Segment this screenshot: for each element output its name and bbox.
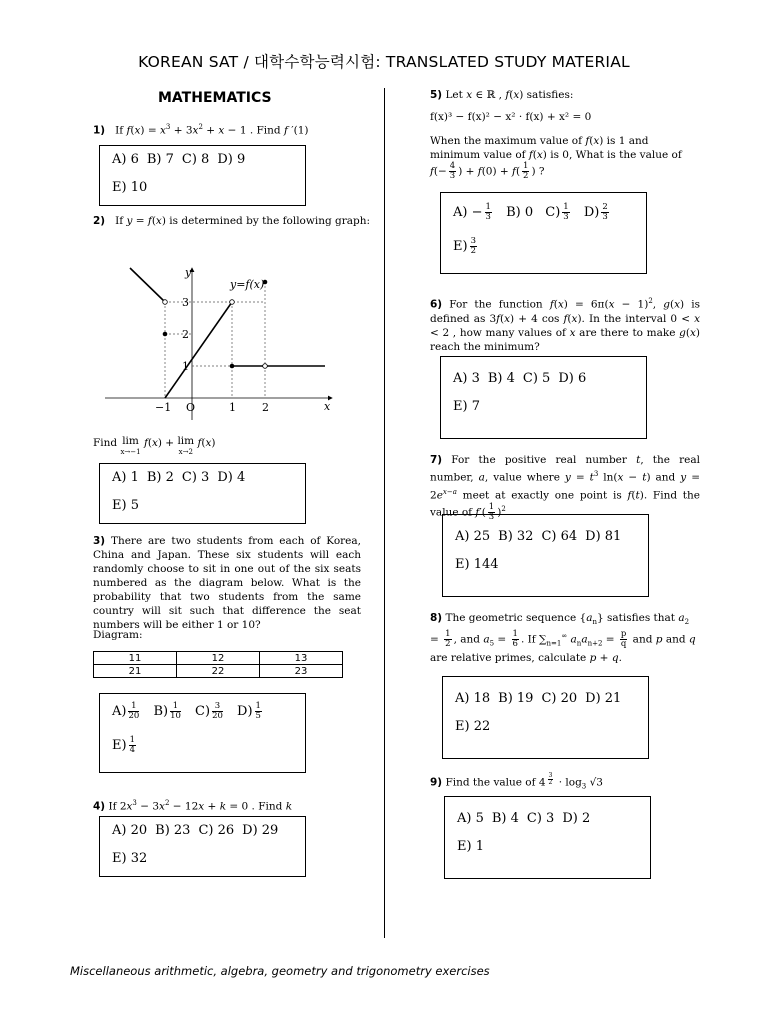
answer-box-q6	[440, 356, 647, 439]
answer-option[interactable]: D) $\frac{2}{3}$	[583, 202, 608, 222]
x-tick-label: 2	[262, 401, 269, 414]
answer-option[interactable]: C) 20	[541, 691, 578, 706]
answer-option[interactable]: B) 7	[146, 152, 174, 167]
origin-label: O	[186, 401, 196, 414]
answer-option[interactable]: C) 8	[181, 152, 210, 167]
answer-box-q9	[444, 796, 651, 879]
answer-option[interactable]: B) 32	[498, 529, 534, 544]
answer-option[interactable]: D) 6	[558, 371, 587, 386]
answer-option[interactable]: D) 81	[585, 529, 622, 544]
seat-cell: 13	[260, 652, 343, 665]
seat-cell: 23	[260, 665, 343, 678]
answer-option[interactable]: B) 23	[155, 823, 191, 838]
answer-box-q2	[99, 463, 306, 524]
answer-option[interactable]: C) $\frac{3}{20}$	[195, 701, 223, 721]
answer-option[interactable]: C) 3	[526, 811, 555, 826]
question-5-equation: f(x)³ − f(x)² − x² · f(x) + x² = 0	[430, 111, 592, 123]
answer-option[interactable]: D) 4	[217, 470, 246, 485]
question-7: 7) For the positive real number t, the real number, a, value where $y = t^3$ ln(x − t) and $y = 2e^{x-a}$ meet at exactly one point is f(t). Find the value of f′( $\frac{1}{3}$ )$^2$	[430, 454, 701, 522]
answer-option[interactable]: C) 64	[541, 529, 578, 544]
seat-cell: 12	[177, 652, 260, 665]
seat-row	[94, 665, 343, 678]
question-8: 8) The geometric sequence $\{a_n\}$ satisfies that $a_2$ = $\frac{1}{2}$ , and $a_5$ = $\frac{1}{6}$ . If $\sum_{n=1}^\infty$ $a_na_{n+2}$ = $\frac{p}{q}$ and p and q are relative primes, calculate p + q.	[430, 612, 696, 664]
answer-option[interactable]: D) 21	[585, 691, 622, 706]
closed-point	[230, 364, 235, 369]
question-6: 6) For the function $f(x) = 6\pi(x - 1)^2$, g(x) is defined as 3f(x) + 4 cos f(x). In the interval 0 < x < 2 , how many values of x are there to make g(x) reach the minimum?	[430, 297, 700, 353]
y-axis-label: y	[185, 266, 192, 279]
answer-option[interactable]: C) $\frac{1}{3}$	[545, 202, 569, 222]
answer-box-q5	[440, 192, 647, 274]
answer-option[interactable]: A) $\frac{1}{20}$	[112, 701, 140, 721]
question-5: 5) Let x ∈ ℝ , f(x) satisfies:	[430, 89, 574, 101]
answer-option[interactable]: B) $\frac{1}{10}$	[153, 701, 181, 721]
answer-option[interactable]: D) 9	[217, 152, 246, 167]
answer-option[interactable]: B) 0	[506, 205, 534, 220]
diagram-label: Diagram:	[93, 629, 143, 641]
answer-option[interactable]: E) $\frac{1}{4}$	[112, 735, 135, 755]
answer-option[interactable]: C) 5	[522, 371, 551, 386]
column-divider	[384, 88, 385, 938]
y-tick-label: 3	[182, 296, 189, 309]
seat-diagram	[93, 651, 343, 678]
answer-option[interactable]: B) 2	[146, 470, 174, 485]
answer-option[interactable]: A) 18	[455, 691, 491, 706]
answer-option[interactable]: B) 4	[487, 371, 515, 386]
page-footer: Miscellaneous arithmetic, algebra, geometry and trigonometry exercises	[70, 964, 490, 978]
answer-option[interactable]: A) 20	[112, 823, 148, 838]
open-point	[263, 364, 268, 369]
answer-option[interactable]: B) 19	[498, 691, 534, 706]
answer-option[interactable]: E) 32	[112, 851, 148, 866]
open-point	[163, 300, 168, 305]
answer-option[interactable]: E) 22	[455, 719, 491, 734]
answer-option[interactable]: E) 10	[112, 180, 148, 195]
answer-option[interactable]: B) 4	[491, 811, 519, 826]
question-5-text: When the maximum value of f(x) is 1 and minimum value of f(x) is 0, What is the value of f(− $\frac{4}{3}$ ) + f(0) + f( $\frac{1}{2}$ ) ?	[430, 135, 682, 181]
answer-box-q1	[99, 145, 306, 206]
answer-option[interactable]: D) $\frac{1}{5}$	[237, 701, 261, 721]
answer-option[interactable]: E) $\frac{3}{2}$	[453, 236, 476, 256]
answer-option[interactable]: D) 29	[242, 823, 279, 838]
y-tick-label: 2	[182, 328, 189, 341]
answer-box-q3	[99, 693, 306, 773]
seat-cell: 22	[177, 665, 260, 678]
answer-box-q8	[442, 676, 649, 759]
answer-option[interactable]: E) 144	[455, 557, 499, 572]
answer-option[interactable]: C) 3	[181, 470, 210, 485]
seat-cell: 21	[94, 665, 177, 678]
answer-option[interactable]: A) 6	[112, 152, 139, 167]
answer-option[interactable]: C) 26	[198, 823, 235, 838]
question-9: 9) Find the value of 4 $^{\frac{3}{2}}$ · $\log_3 √3$	[430, 771, 603, 791]
x-axis-label: x	[324, 400, 331, 413]
answer-option[interactable]: D) 2	[562, 811, 591, 826]
graph-segment	[165, 302, 232, 398]
question-1: 1) If $f(x) = x^3 + 3x^2 + x - 1$ . Find f ′(1)	[93, 123, 309, 137]
seat-cell: 11	[94, 652, 177, 665]
function-graph	[100, 260, 340, 425]
answer-option[interactable]: E) 1	[457, 839, 484, 854]
question-4: 4) If $2x^3 - 3x^2 - 12x + k = 0$ . Find k	[93, 799, 293, 813]
question-3: 3) There are two students from each of Korea, China and Japan. These six students will each randomly choose to sit in one out of the six seats numbered as the diagram below. What is the probability that two students from the same country will sit such that difference the seat numbers will be either 1 or 10?	[93, 535, 361, 631]
open-point	[230, 300, 235, 305]
answer-option[interactable]: A) 3	[453, 371, 480, 386]
curve-label: y=f(x)	[230, 278, 265, 291]
answer-box-q4	[99, 816, 306, 877]
graph-segment	[130, 268, 165, 302]
question-2-find: Find lim x→−1 f(x) + lim x→2 f(x)	[93, 435, 216, 456]
question-text: There are two students from each of Korea, China and Japan. These six students will each randomly choose to sit in one out of the six seats numbered as the diagram below. What is the probability that two students from the same country will sit such that difference the seat numbers will be either 1 or 10?	[93, 535, 361, 631]
answer-option[interactable]: E) 5	[112, 498, 139, 513]
y-tick-label: 1	[182, 360, 189, 373]
answer-option[interactable]: A) 25	[455, 529, 491, 544]
x-tick-label: 1	[229, 401, 236, 414]
answer-option[interactable]: A) 1	[112, 470, 139, 485]
subject-heading: MATHEMATICS	[158, 90, 272, 106]
answer-option[interactable]: E) 7	[453, 399, 480, 414]
answer-option[interactable]: A) − $\frac{1}{3}$	[453, 202, 491, 222]
question-number: 1)	[93, 124, 106, 137]
question-2: 2) If y = f(x) is determined by the following graph:	[93, 215, 371, 227]
answer-option[interactable]: A) 5	[457, 811, 484, 826]
answer-box-q7	[442, 514, 649, 597]
page-title: KOREAN SAT / 대학수학능력시험: TRANSLATED STUDY MATERIAL	[138, 53, 630, 71]
closed-point	[163, 332, 168, 337]
seat-row	[94, 652, 343, 665]
x-tick-label: −1	[155, 401, 172, 414]
